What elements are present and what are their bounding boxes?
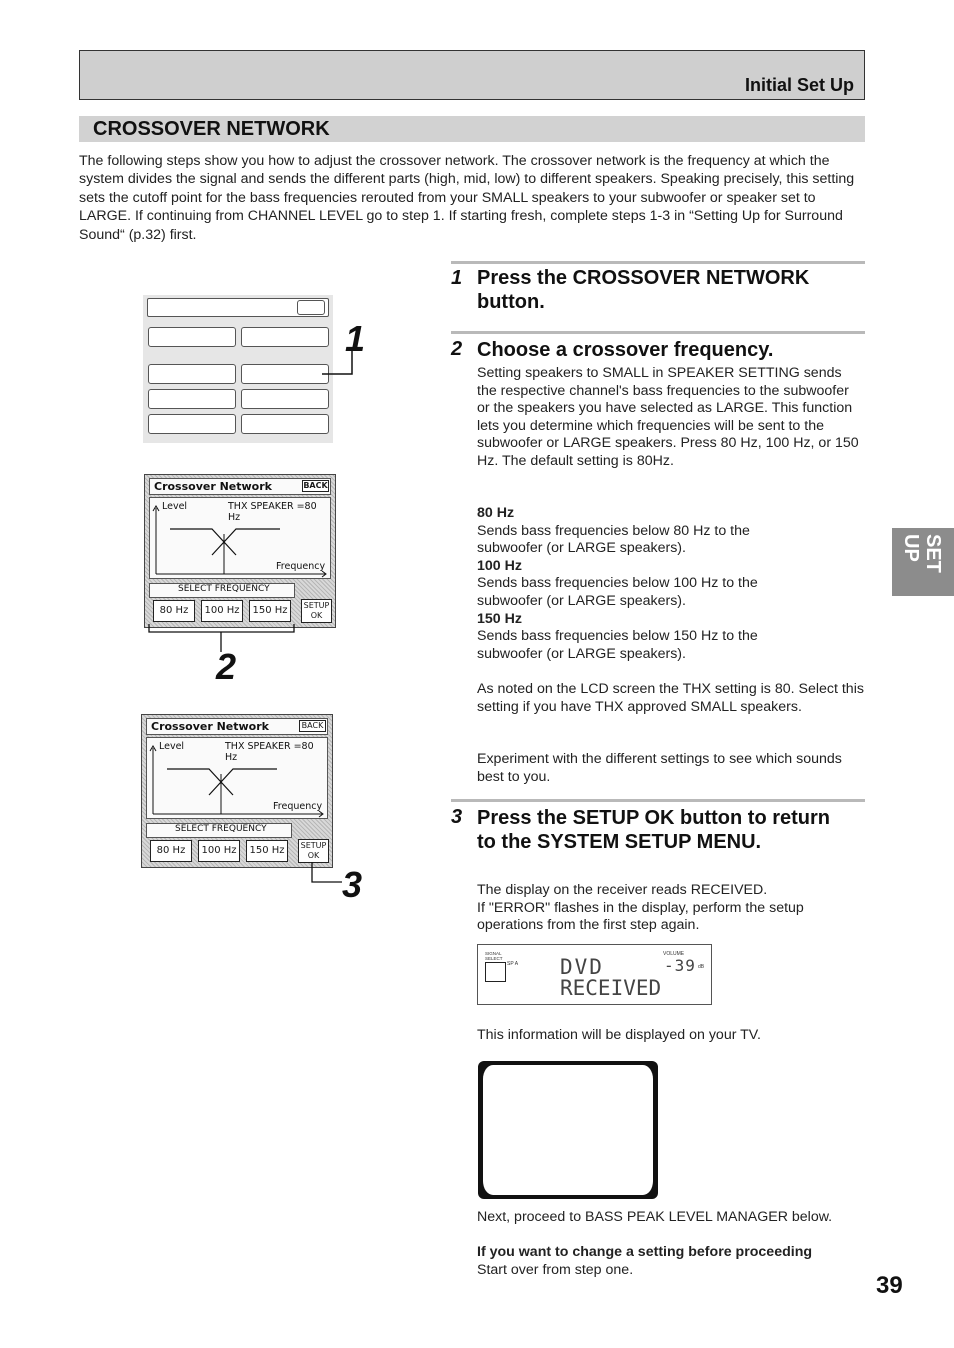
step2-options	[477, 505, 865, 663]
lcd-title-bar	[146, 718, 328, 735]
callout-number-1: 1	[345, 318, 366, 359]
step3-number: 3	[451, 806, 463, 828]
option-80hz-desc: Sends bass frequencies below 80 Hz to the subwoofer (or LARGE speakers).	[477, 522, 750, 557]
freq-80hz-button[interactable]: 80 Hz	[150, 840, 192, 862]
setup-side-tab-label: SET UP	[900, 534, 944, 573]
display-line-1: DVD	[560, 955, 604, 979]
panel-button[interactable]	[241, 414, 329, 434]
lcd-title-bar	[149, 478, 331, 495]
select-frequency-label-box	[146, 823, 292, 838]
tv-note: This information will be displayed on your TV.	[477, 1027, 761, 1043]
option-100hz-label: 100 Hz	[477, 557, 522, 574]
lcd-level-label: Level	[162, 501, 188, 512]
panel-small-button[interactable]	[297, 300, 325, 315]
lcd-frequency-label: Frequency	[273, 801, 323, 812]
step2-number: 2	[451, 338, 463, 360]
lcd-screen-3	[141, 714, 333, 868]
lcd-title: Crossover Network	[154, 480, 272, 493]
step2-body: Setting speakers to SMALL in SPEAKER SETTING sends the respective channel's bass frequencies to the subwoofer or the speakers you have selected as LARGE. This function lets you determine which frequencies will be sent to the subwoofer or LARGE speakers. Press 80 Hz, 100 Hz, or 150 Hz. The default setting is 80Hz.	[477, 365, 859, 469]
panel-button[interactable]	[148, 364, 236, 384]
step2-title: Choose a crossover frequency.	[477, 339, 774, 361]
crossover-network-button[interactable]	[241, 364, 329, 384]
panel-button[interactable]	[148, 389, 236, 409]
setup-ok-line2: OK	[310, 611, 323, 620]
step2-note-experiment: Experiment with the different settings to see which sounds best to you.	[477, 751, 842, 785]
back-button[interactable]: BACK	[303, 481, 328, 490]
lcd-level-label: Level	[159, 741, 185, 752]
select-frequency-label: SELECT FREQUENCY	[178, 584, 270, 594]
freq-100hz-button[interactable]: 100 Hz	[198, 840, 240, 862]
lcd-screen-2	[144, 474, 336, 628]
select-frequency-label: SELECT FREQUENCY	[175, 824, 267, 834]
freq-150hz-button[interactable]: 150 Hz	[246, 840, 288, 862]
remote-panel-1	[143, 295, 333, 443]
option-150hz-label: 150 Hz	[477, 610, 522, 627]
page-number: 39	[876, 1272, 903, 1299]
panel-button[interactable]	[148, 327, 236, 347]
option-100hz-desc: Sends bass frequencies below 100 Hz to the subwoofer (or LARGE speakers).	[477, 575, 758, 609]
lcd-title: Crossover Network	[151, 720, 269, 733]
step3-rule	[451, 799, 865, 802]
setup-ok-button[interactable]	[301, 599, 332, 623]
signal-indicator-box	[485, 962, 506, 982]
next-note: Next, proceed to BASS PEAK LEVEL MANAGER below.	[477, 1209, 833, 1225]
option-80hz-label: 80 Hz	[477, 505, 515, 521]
setup-ok-line1: SETUP	[303, 601, 330, 610]
back-button[interactable]: BACK	[299, 720, 326, 732]
setup-ok-line2: OK	[307, 851, 320, 860]
freq-100hz-button[interactable]: 100 Hz	[201, 600, 243, 622]
receiver-display	[477, 944, 712, 1005]
section-title-bar	[79, 116, 865, 142]
intro-paragraph: The following steps show you how to adjust the crossover network. The crossover network is the frequency at which the system divides the signal and sends the different parts (high, mid, low) to different speakers. Speaking precisely, this setting sets the cutoff point for the bass frequencies rerouted from your SMALL speakers to your subwoofer or speaker set to LARGE. If continuing from CHANNEL LEVEL go to step 1. If starting fresh, complete steps 1-3 in “Setting Up for Surround Sound“ (p.32) first.	[79, 153, 855, 243]
callout-number-3: 3	[342, 864, 363, 905]
step1-rule	[451, 261, 865, 264]
tv-screen	[478, 1061, 658, 1199]
crossover-graph	[147, 738, 327, 818]
header-band	[79, 50, 865, 100]
step2-rule	[451, 331, 865, 334]
step1-number: 1	[451, 267, 463, 289]
callout-number-2: 2	[216, 646, 237, 687]
step3-body	[477, 882, 865, 935]
step3-body-line2: If "ERROR" flashes in the display, perform the setup operations from the first step again.	[477, 899, 804, 934]
signal-select-label: SIGNAL SELECT	[485, 951, 503, 961]
setup-ok-button[interactable]	[298, 839, 329, 863]
page-header-title: Initial Set Up	[744, 75, 854, 95]
step1-title: Press the CROSSOVER NETWORK button.	[477, 267, 810, 313]
freq-80hz-button[interactable]: 80 Hz	[153, 600, 195, 622]
volume-db: dB	[698, 964, 705, 970]
tv-screen-inner	[483, 1065, 653, 1195]
change-setting-body: Start over from step one.	[477, 1262, 634, 1278]
option-150hz-desc: Sends bass frequencies below 150 Hz to the subwoofer (or LARGE speakers).	[477, 628, 758, 662]
volume-label: VOLUME	[663, 951, 685, 957]
freq-150hz-button[interactable]: 150 Hz	[249, 600, 291, 622]
lcd-graph-area	[149, 497, 331, 579]
display-line-2: RECEIVED	[560, 976, 662, 1000]
panel-button[interactable]	[241, 389, 329, 409]
lcd-thx-label: THX SPEAKER =80 Hz	[225, 741, 314, 763]
step3-title: Press the SETUP OK button to return to the SYSTEM SETUP MENU.	[477, 807, 830, 853]
panel-button[interactable]	[241, 327, 329, 347]
lcd-frequency-label: Frequency	[276, 561, 326, 572]
select-frequency-label-box	[149, 583, 295, 598]
change-setting-title: If you want to change a setting before proceeding	[477, 1244, 813, 1260]
lcd-graph-area	[146, 737, 328, 819]
setup-ok-line1: SETUP	[300, 841, 327, 850]
crossover-graph	[150, 498, 330, 578]
volume-value: -39	[664, 956, 696, 975]
step3-body-line1: The display on the receiver reads RECEIVED.	[477, 882, 768, 898]
panel-button[interactable]	[148, 414, 236, 434]
section-title: CROSSOVER NETWORK	[93, 118, 330, 140]
speaker-indicator: SP A	[507, 961, 519, 967]
step2-note-thx: As noted on the LCD screen the THX setting is 80. Select this setting if you have THX approved SMALL speakers.	[477, 681, 864, 715]
lcd-thx-label: THX SPEAKER =80 Hz	[228, 501, 317, 523]
setup-side-tab	[892, 528, 954, 596]
